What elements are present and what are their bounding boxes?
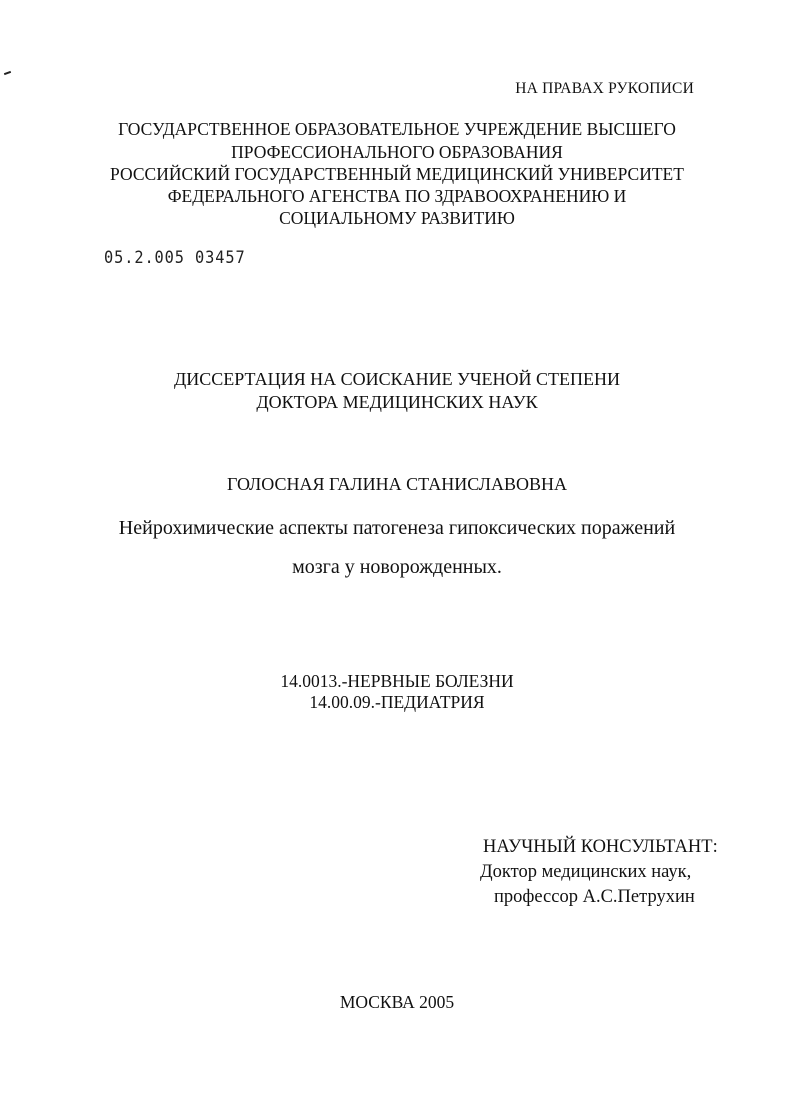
thesis-title-line-2: мозга у новорожденных. [292,556,502,578]
consultant-name: профессор А.С.Петрухин [494,887,695,907]
institution-line-2: ПРОФЕССИОНАЛЬНОГО ОБРАЗОВАНИЯ [231,142,563,162]
institution-line-1: ГОСУДАРСТВЕННОЕ ОБРАЗОВАТЕЛЬНОЕ УЧРЕЖДЕНИЕ ВЫСШЕГО [118,119,676,139]
dissertation-line-1: ДИССЕРТАЦИЯ НА СОИСКАНИЕ УЧЕНОЙ СТЕПЕНИ [173,369,621,389]
consultant-label: НАУЧНЫЙ КОНСУЛЬТАНТ: [483,837,718,857]
scan-mark [4,71,11,75]
registration-code: 05.2.005 03457 [104,248,246,268]
specialty-2: 14.00.09.-ПЕДИАТРИЯ [309,692,485,712]
specialty-1: 14.0013.-НЕРВНЫЕ БОЛЕЗНИ [280,671,514,691]
manuscript-note: НА ПРАВАХ РУКОПИСИ [515,80,694,97]
consultant-degree: Доктор медицинских наук, [480,862,692,882]
institution-line-3: РОССИЙСКИЙ ГОСУДАРСТВЕННЫЙ МЕДИЦИНСКИЙ УНИВЕРСИТЕТ [110,164,684,184]
author-name: ГОЛОСНАЯ ГАЛИНА СТАНИСЛАВОВНА [226,474,568,494]
dissertation-line-2: ДОКТОРА МЕДИЦИНСКИХ НАУК [256,392,538,412]
institution-line-4: ФЕДЕРАЛЬНОГО АГЕНСТВА ПО ЗДРАВООХРАНЕНИЮ И [167,186,627,206]
city-year: МОСКВА 2005 [339,992,455,1012]
institution-line-5: СОЦИАЛЬНОМУ РАЗВИТИЮ [279,208,515,228]
thesis-title-line-1: Нейрохимические аспекты патогенеза гипоксических поражений [118,517,676,539]
